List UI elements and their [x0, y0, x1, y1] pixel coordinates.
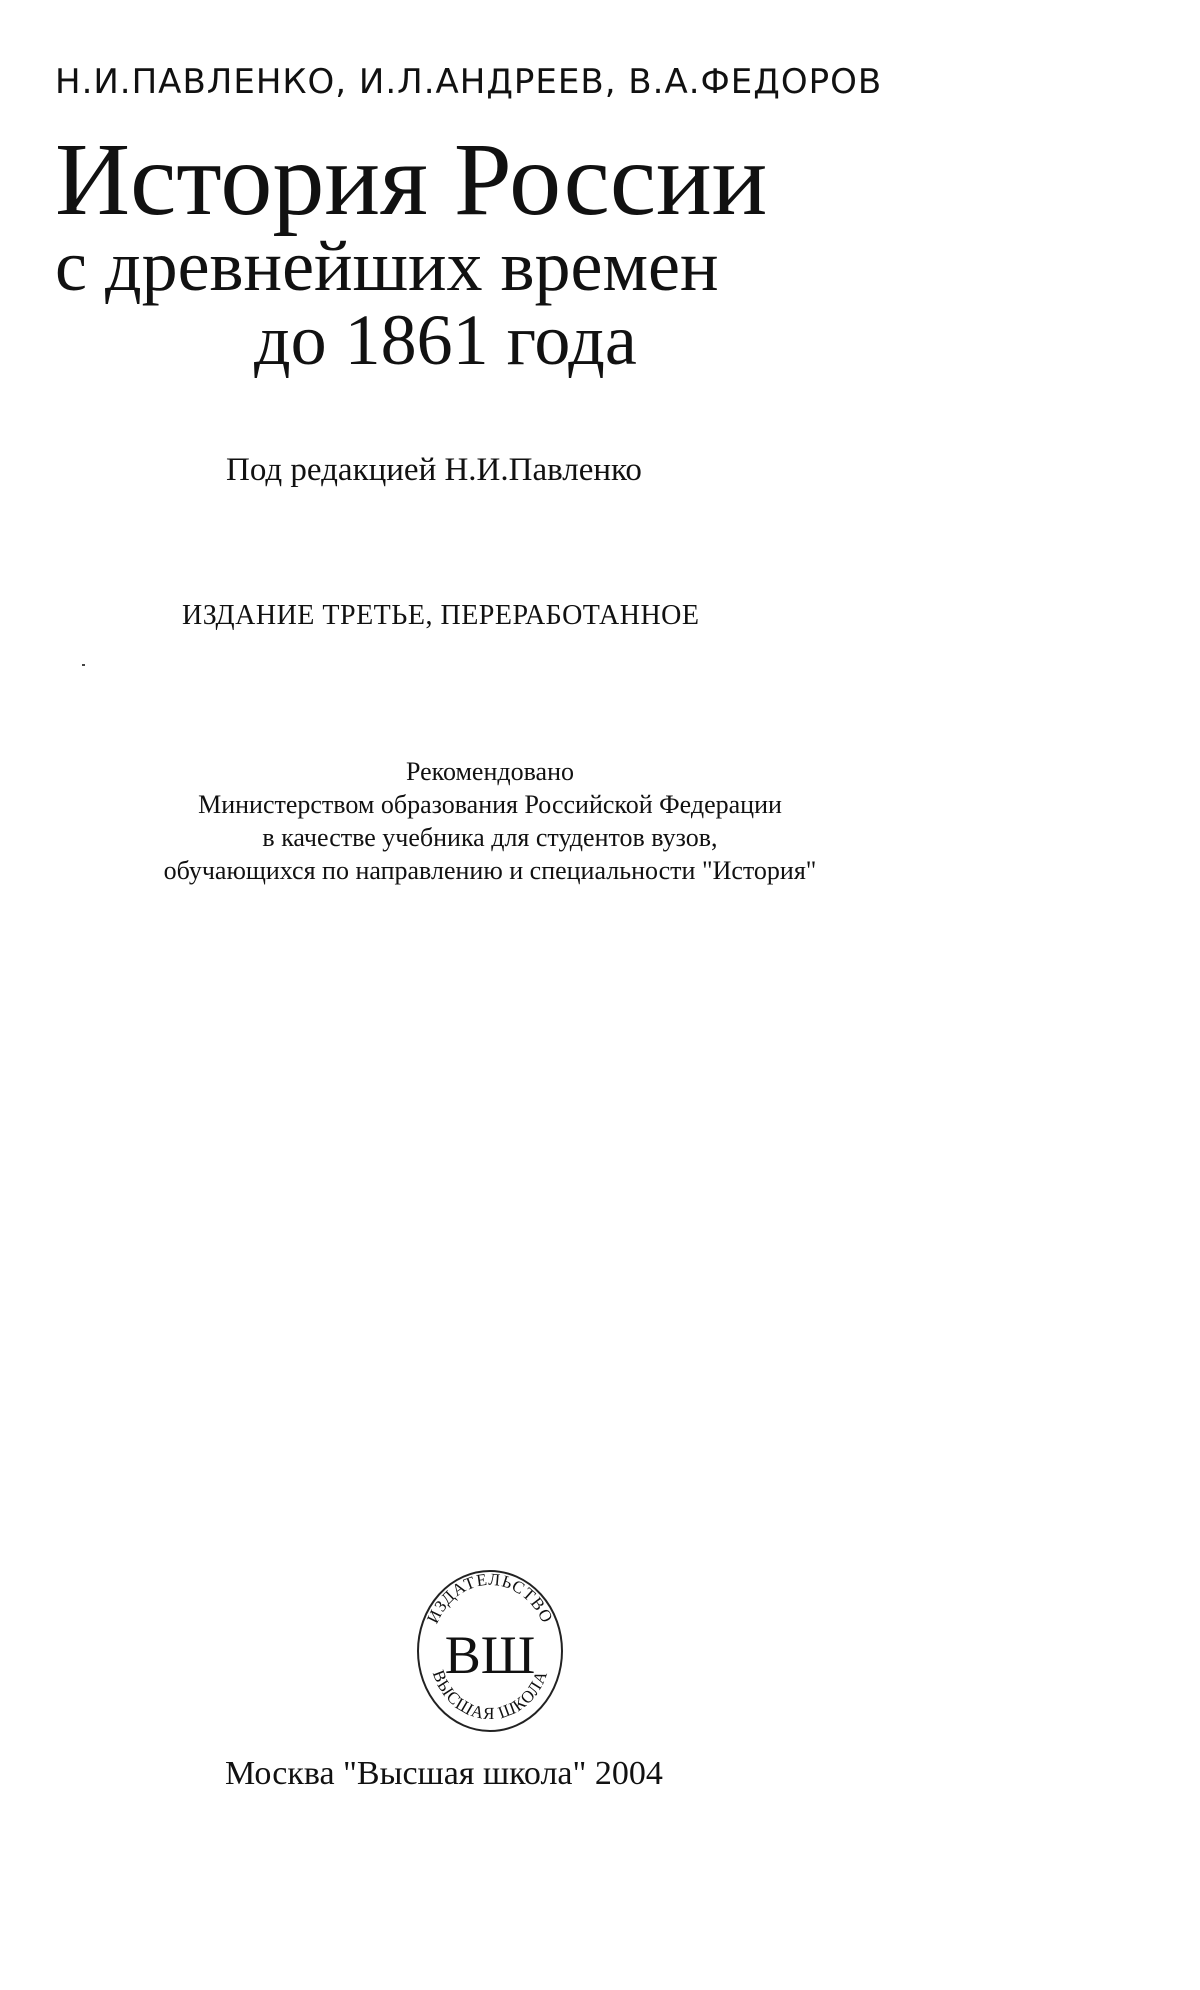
edition-note: ИЗДАНИЕ ТРЕТЬЕ, ПЕРЕРАБОТАННОЕ [182, 600, 700, 631]
svg-text:ИЗДАТЕЛЬСТВО [423, 1570, 557, 1627]
logo-ring-bottom-text: ВЫСШАЯ ШКОЛА [428, 1667, 552, 1724]
publisher-imprint: Москва "Высшая школа" 2004 [225, 1755, 663, 1792]
publisher-logo-icon [410, 1555, 570, 1735]
recommendation-line: Рекомендовано [406, 757, 574, 786]
logo-monogram: ВШ [444, 1625, 536, 1685]
book-subtitle-line-2: до 1861 года [254, 300, 637, 380]
recommendation-block [40, 755, 940, 887]
book-title: История России [55, 122, 768, 237]
logo-ring-top-text: ИЗДАТЕЛЬСТВО [423, 1569, 557, 1627]
authors: Н.И.ПАВЛЕНКО, И.Л.АНДРЕЕВ, В.А.ФЕДОРОВ [55, 62, 883, 102]
recommendation-line: Министерством образования Российской Федерации [198, 790, 782, 819]
recommendation-line: в качестве учебника для студентов вузов, [262, 823, 718, 852]
scan-speck [82, 664, 85, 666]
editor-credit: Под редакцией Н.И.Павленко [226, 452, 642, 488]
book-subtitle-line-1: с древнейших времен [55, 226, 719, 306]
recommendation-line: обучающихся по направлению и специальности "История" [163, 856, 817, 885]
